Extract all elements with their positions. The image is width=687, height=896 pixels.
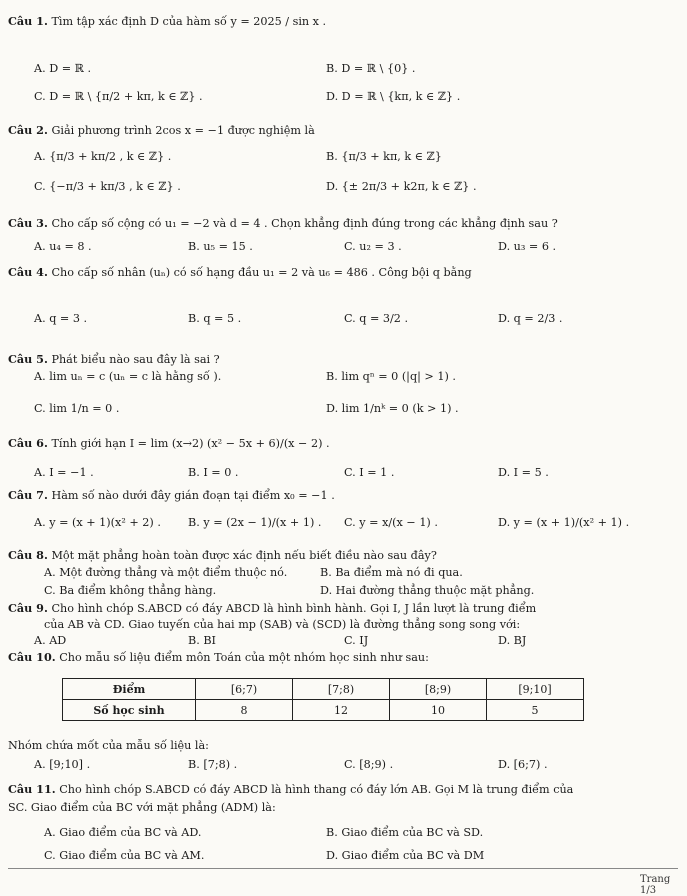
q2-option-d: D. {± 2π/3 + k2π, k ∈ ℤ} .: [326, 180, 477, 193]
q8-option-d: D. Hai đường thẳng thuộc mặt phẳng.: [320, 584, 535, 597]
table-header-score: Điểm: [63, 679, 196, 700]
question-2: [8, 123, 315, 138]
question-9-title: Câu 9.: [8, 601, 48, 615]
q10-option-a: A. [9;10] .: [34, 758, 91, 771]
q1-option-c: C. D = ℝ \ {π/2 + kπ, k ∈ ℤ} .: [34, 90, 203, 103]
q3-option-a: A. u₄ = 8 .: [34, 240, 92, 253]
question-11-text2: SC. Giao điểm của BC với mặt phẳng (ADM) là:: [8, 801, 276, 814]
q2-option-c: C. {−π/3 + kπ/3 , k ∈ ℤ} .: [34, 180, 181, 193]
q10-option-d: D. [6;7) .: [498, 758, 548, 771]
question-7-title: Câu 7.: [8, 488, 48, 502]
question-4: [8, 265, 472, 280]
question-5: [8, 352, 220, 367]
q9-option-d: D. BJ: [498, 634, 527, 647]
q1-option-a: A. D = ℝ .: [34, 62, 92, 75]
table-cell-interval: [7;8): [293, 679, 390, 700]
q6-option-a: A. I = −1 .: [34, 466, 94, 479]
question-2-text: Giải phương trình 2cos x = −1 được nghiệm là: [51, 124, 315, 137]
q9-option-c: C. IJ: [344, 634, 369, 647]
question-7: [8, 488, 335, 503]
table-cell-count: 12: [293, 700, 390, 721]
q2-option-b: B. {π/3 + kπ, k ∈ ℤ}: [326, 150, 442, 163]
table-header-students: Số học sinh: [63, 700, 196, 721]
q9-option-b: B. BI: [188, 634, 216, 647]
table-row: [63, 679, 584, 700]
question-10-title: Câu 10.: [8, 650, 56, 664]
q3-option-c: C. u₂ = 3 .: [344, 240, 402, 253]
score-table: [62, 678, 584, 721]
footer-divider: [8, 868, 678, 869]
q9-option-a: A. AD: [34, 634, 67, 647]
table-cell-interval: [9;10]: [487, 679, 584, 700]
q5-option-a: A. lim uₙ = c (uₙ = c là hằng số ).: [34, 370, 222, 383]
question-5-title: Câu 5.: [8, 352, 48, 366]
q6-option-c: C. I = 1 .: [344, 466, 395, 479]
q1-option-b: B. D = ℝ \ {0} .: [326, 62, 416, 75]
q11-option-b: B. Giao điểm của BC và SD.: [326, 826, 484, 839]
question-11-text: Cho hình chóp S.ABCD có đáy ABCD là hình thang có đáy lớn AB. Gọi M là trung điểm của: [59, 783, 574, 796]
question-6-title: Câu 6.: [8, 436, 48, 450]
question-10-text: Cho mẫu số liệu điểm môn Toán của một nhóm học sinh như sau:: [59, 651, 429, 664]
q6-option-d: D. I = 5 .: [498, 466, 549, 479]
q2-option-a: A. {π/3 + kπ/2 , k ∈ ℤ} .: [34, 150, 172, 163]
question-3-title: Câu 3.: [8, 216, 48, 230]
q4-option-a: A. q = 3 .: [34, 312, 88, 325]
question-10: [8, 650, 429, 665]
table-cell-interval: [8;9): [390, 679, 487, 700]
question-4-title: Câu 4.: [8, 265, 48, 279]
question-8-title: Câu 8.: [8, 548, 48, 562]
q11-option-d: D. Giao điểm của BC và DM: [326, 849, 485, 862]
question-1: [8, 14, 326, 29]
q4-option-d: D. q = 2/3 .: [498, 312, 563, 325]
question-2-title: Câu 2.: [8, 123, 48, 137]
q8-option-b: B. Ba điểm mà nó đi qua.: [320, 566, 463, 579]
question-3-text: Cho cấp số cộng có u₁ = −2 và d = 4 . Chọn khẳng định đúng trong các khẳng định sau ?: [51, 217, 558, 230]
q3-option-d: D. u₃ = 6 .: [498, 240, 557, 253]
q7-option-b: B. y = (2x − 1)/(x + 1) .: [188, 516, 322, 529]
question-8: [8, 548, 437, 563]
q7-option-a: A. y = (x + 1)(x² + 2) .: [34, 516, 161, 529]
question-11: [8, 782, 573, 797]
table-cell-count: 10: [390, 700, 487, 721]
q5-option-b: B. lim qⁿ = 0 (|q| > 1) .: [326, 370, 456, 383]
q10-option-c: C. [8;9) .: [344, 758, 394, 771]
q7-option-c: C. y = x/(x − 1) .: [344, 516, 438, 529]
q7-option-d: D. y = (x + 1)/(x² + 1) .: [498, 516, 630, 529]
q10-option-b: B. [7;8) .: [188, 758, 238, 771]
q8-option-a: A. Một đường thẳng và một điểm thuộc nó.: [44, 566, 288, 579]
question-9-text2: của AB và CD. Giao tuyến của hai mp (SAB) và (SCD) là đường thẳng song song với:: [44, 618, 521, 631]
question-8-text: Một mặt phẳng hoàn toàn được xác định nếu biết điều nào sau đây?: [51, 549, 437, 562]
q5-option-c: C. lim 1/n = 0 .: [34, 402, 120, 415]
question-6-text: Tính giới hạn I = lim (x→2) (x² − 5x + 6)/(x − 2) .: [51, 437, 330, 450]
question-9-text: Cho hình chóp S.ABCD có đáy ABCD là hình bình hành. Gọi I, J lần lượt là trung điểm: [51, 602, 537, 615]
question-1-text: Tìm tập xác định D của hàm số y = 2025 / sin x .: [51, 15, 327, 28]
page-number: Trang 1/3: [640, 874, 671, 896]
question-7-text: Hàm số nào dưới đây gián đoạn tại điểm x₀ = −1 .: [51, 489, 335, 502]
question-10-text2: Nhóm chứa mốt của mẫu số liệu là:: [8, 739, 209, 752]
q6-option-b: B. I = 0 .: [188, 466, 239, 479]
q8-option-c: C. Ba điểm không thẳng hàng.: [44, 584, 217, 597]
question-11-title: Câu 11.: [8, 782, 56, 796]
q4-option-b: B. q = 5 .: [188, 312, 242, 325]
q3-option-b: B. u₅ = 15 .: [188, 240, 253, 253]
question-5-text: Phát biểu nào sau đây là sai ?: [51, 353, 220, 366]
table-row: [63, 700, 584, 721]
table-cell-interval: [6;7): [196, 679, 293, 700]
question-9: [8, 601, 536, 616]
q11-option-c: C. Giao điểm của BC và AM.: [44, 849, 205, 862]
question-4-text: Cho cấp số nhân (uₙ) có số hạng đầu u₁ = 2 và u₆ = 486 . Công bội q bằng: [51, 266, 472, 279]
q5-option-d: D. lim 1/nᵏ = 0 (k > 1) .: [326, 402, 459, 415]
q4-option-c: C. q = 3/2 .: [344, 312, 409, 325]
question-6: [8, 436, 330, 451]
table-cell-count: 8: [196, 700, 293, 721]
question-3: [8, 216, 558, 231]
q1-option-d: D. D = ℝ \ {kπ, k ∈ ℤ} .: [326, 90, 461, 103]
question-1-title: Câu 1.: [8, 14, 48, 28]
q11-option-a: A. Giao điểm của BC và AD.: [44, 826, 202, 839]
table-cell-count: 5: [487, 700, 584, 721]
